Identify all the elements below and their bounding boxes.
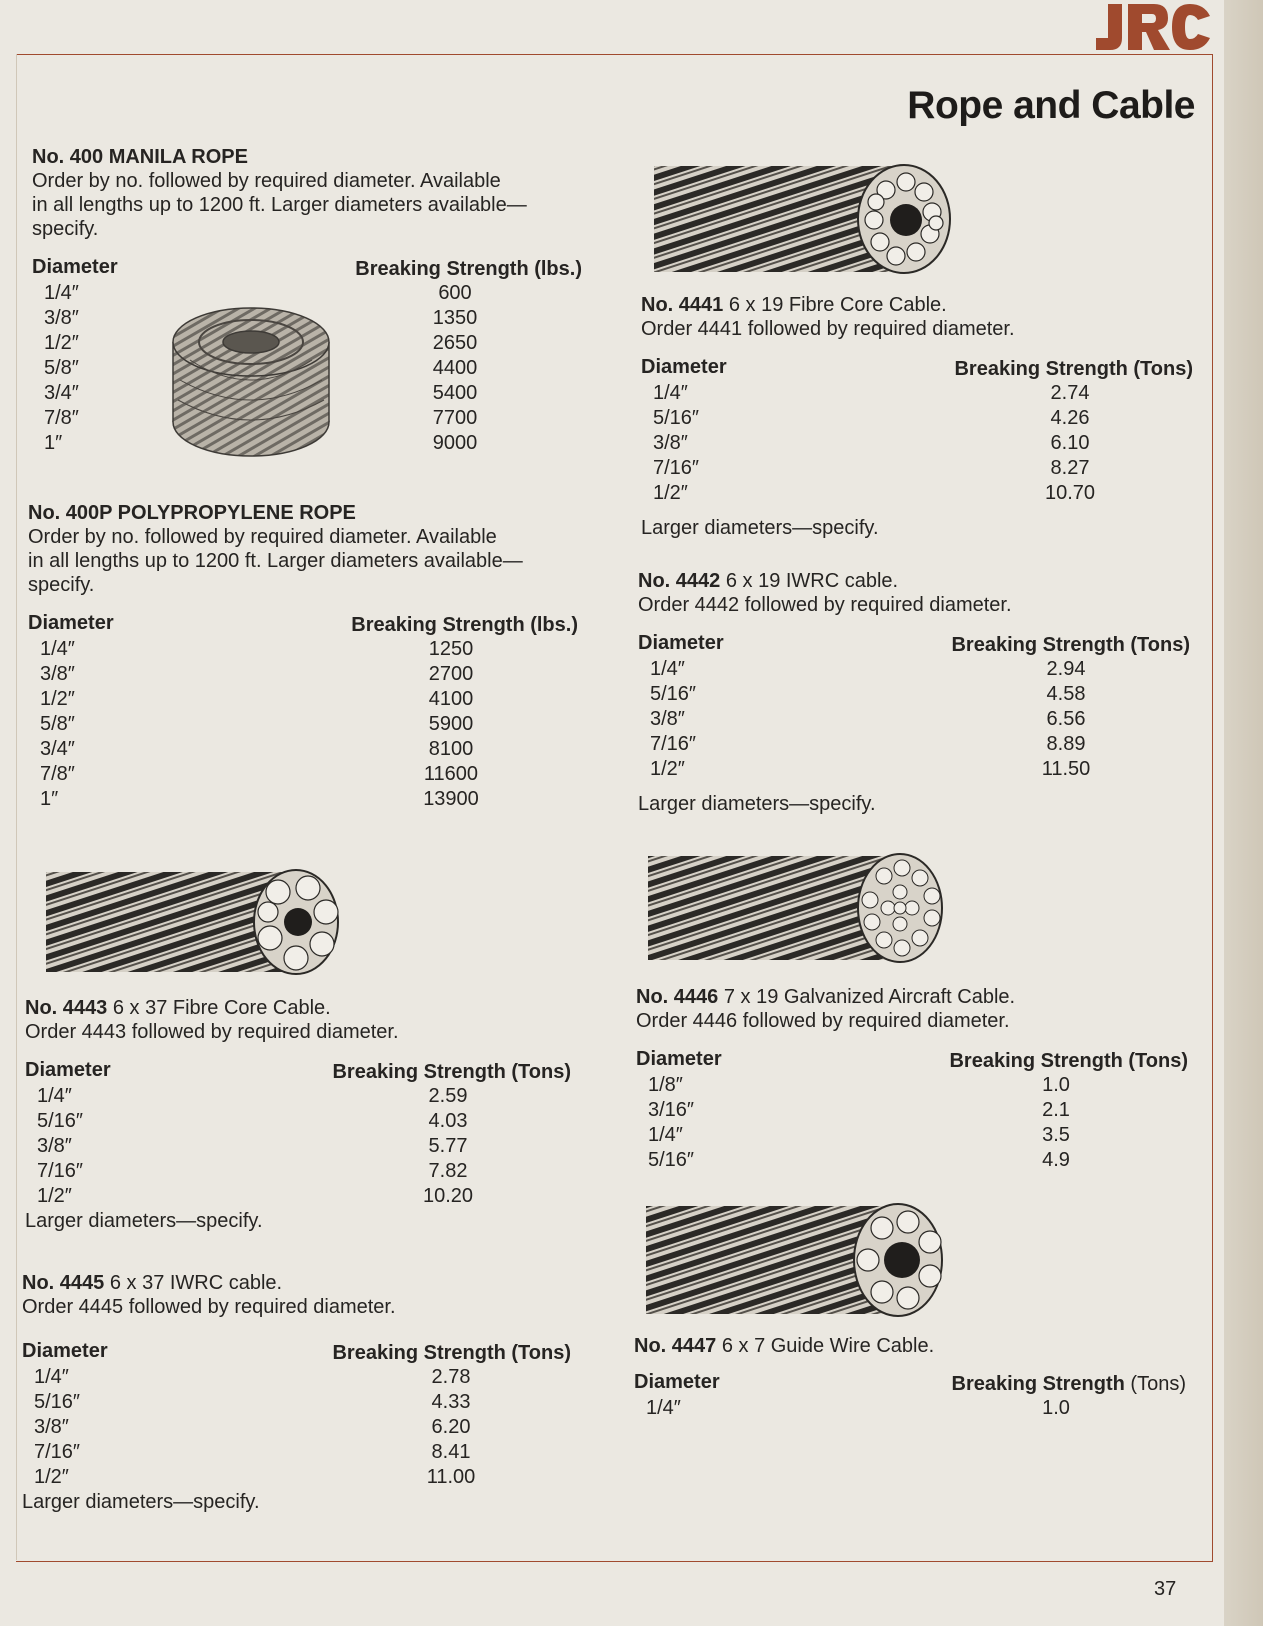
table-row xyxy=(638,657,1190,682)
table-row xyxy=(636,1098,1188,1123)
column-header-diameter: Diameter xyxy=(32,256,118,278)
section-4447-cable xyxy=(634,1334,1186,1421)
diameter-cell: 7/8″ xyxy=(44,407,79,429)
diameter-cell: 1/4″ xyxy=(40,638,75,660)
table-row xyxy=(32,406,582,431)
table-row xyxy=(32,431,582,456)
table-row xyxy=(22,1365,571,1390)
strength-cell: 4.33 xyxy=(431,1391,471,1413)
table-row xyxy=(22,1390,571,1415)
section-4442-cable xyxy=(638,569,1190,816)
table-row xyxy=(28,762,578,787)
larger-diameters-note: Larger diameters—specify. xyxy=(25,1210,263,1232)
table-row xyxy=(25,1159,571,1184)
table-row xyxy=(641,406,1193,431)
diameter-cell: 3/8″ xyxy=(44,307,79,329)
table-row xyxy=(641,481,1193,506)
diameter-cell: 7/8″ xyxy=(40,763,75,785)
product-title: 6 x 19 IWRC cable. xyxy=(725,570,899,592)
cable-4441-image xyxy=(654,160,954,278)
product-number: No. 4445 xyxy=(22,1272,105,1294)
strength-cell: 10.70 xyxy=(1044,482,1096,504)
strength-cell: 4400 xyxy=(432,357,478,379)
table-row xyxy=(28,737,578,762)
diameter-cell: 5/16″ xyxy=(37,1110,84,1132)
larger-diameters-note: Larger diameters—specify. xyxy=(22,1491,260,1513)
column-header-breaking-strength: Breaking Strength (Tons) xyxy=(949,1050,1188,1072)
table-row xyxy=(32,281,582,306)
column-header-diameter: Diameter xyxy=(641,356,727,378)
section-description-line-2: in all lengths up to 1200 ft. Larger diameters available— xyxy=(28,550,523,572)
product-number: No. 4447 xyxy=(634,1335,717,1357)
strength-cell: 1350 xyxy=(432,307,478,329)
table-row xyxy=(25,1134,571,1159)
table-row xyxy=(638,682,1190,707)
section-description-line-2: in all lengths up to 1200 ft. Larger diameters available— xyxy=(32,194,527,216)
table-row xyxy=(25,1109,571,1134)
diameter-cell: 1/2″ xyxy=(40,688,75,710)
section-description-line-1: Order by no. followed by required diameter. Available xyxy=(32,170,501,192)
diameter-cell: 1/4″ xyxy=(44,282,79,304)
strength-cell: 6.10 xyxy=(1050,432,1090,454)
diameter-cell: 1/4″ xyxy=(37,1085,72,1107)
section-4446-cable xyxy=(636,985,1188,1173)
diameter-cell: 3/4″ xyxy=(44,382,79,404)
order-instruction: Order 4442 followed by required diameter. xyxy=(638,594,1012,616)
page-frame-left xyxy=(16,54,17,1560)
strength-cell: 13900 xyxy=(423,788,479,810)
cable-4446-image xyxy=(648,852,946,964)
section-heading xyxy=(634,1334,1186,1358)
column-header-diameter: Diameter xyxy=(22,1340,108,1362)
table-row xyxy=(28,712,578,737)
strength-cell: 2.1 xyxy=(1042,1099,1070,1121)
table-row xyxy=(32,356,582,381)
table-row xyxy=(636,1073,1188,1098)
table-row xyxy=(25,1184,571,1209)
page-number: 37 xyxy=(1154,1578,1177,1600)
section-4445-cable xyxy=(22,1271,571,1514)
diameter-cell: 1/2″ xyxy=(37,1185,72,1207)
table-row xyxy=(636,1123,1188,1148)
diameter-cell: 3/16″ xyxy=(648,1099,695,1121)
section-description-line-3: specify. xyxy=(32,218,99,240)
table-row xyxy=(32,381,582,406)
strength-cell: 2.94 xyxy=(1046,658,1086,680)
strength-cell: 9000 xyxy=(432,432,478,454)
spec-table xyxy=(32,255,582,456)
table-row xyxy=(28,687,578,712)
diameter-cell: 3/8″ xyxy=(37,1135,72,1157)
table-row xyxy=(28,662,578,687)
table-row xyxy=(32,331,582,356)
column-header-breaking-strength: Breaking Strength (Tons) xyxy=(332,1061,571,1083)
table-row xyxy=(25,1084,571,1109)
order-instruction: Order 4443 followed by required diameter. xyxy=(25,1021,399,1043)
page-edge-shadow xyxy=(1224,0,1263,1626)
diameter-cell: 5/8″ xyxy=(44,357,79,379)
product-title: 7 x 19 Galvanized Aircraft Cable. xyxy=(723,986,1016,1008)
diameter-cell: 1/2″ xyxy=(650,758,685,780)
table-row xyxy=(641,431,1193,456)
strength-cell: 11600 xyxy=(423,763,479,785)
strength-cell: 600 xyxy=(438,282,472,304)
cable-4447-image xyxy=(646,1202,946,1318)
strength-cell: 2.74 xyxy=(1050,382,1090,404)
table-row xyxy=(28,637,578,662)
column-header-diameter: Diameter xyxy=(634,1371,720,1393)
section-400p-polypropylene-rope xyxy=(28,501,578,812)
diameter-cell: 3/8″ xyxy=(653,432,688,454)
diameter-cell: 5/16″ xyxy=(34,1391,81,1413)
strength-cell: 1250 xyxy=(428,638,474,660)
strength-cell: 2.78 xyxy=(431,1366,471,1388)
diameter-cell: 1/4″ xyxy=(648,1124,683,1146)
spec-table xyxy=(638,631,1190,782)
table-row xyxy=(32,306,582,331)
diameter-cell: 7/16″ xyxy=(653,457,700,479)
table-row xyxy=(634,1396,1186,1421)
diameter-cell: 5/16″ xyxy=(648,1149,695,1171)
section-heading: No. 400 MANILA ROPE xyxy=(32,146,248,168)
column-header-breaking-strength xyxy=(952,1372,1187,1396)
column-header-breaking-strength: Breaking Strength (Tons) xyxy=(332,1342,571,1364)
spec-table xyxy=(641,355,1193,506)
column-header-diameter: Diameter xyxy=(636,1048,722,1070)
section-heading xyxy=(25,996,571,1020)
table-row xyxy=(641,381,1193,406)
page-title: Rope and Cable xyxy=(907,84,1195,127)
product-title: 6 x 37 IWRC cable. xyxy=(109,1272,283,1294)
diameter-cell: 1/4″ xyxy=(653,382,688,404)
strength-cell: 2.59 xyxy=(428,1085,468,1107)
strength-cell: 1.0 xyxy=(1042,1397,1070,1419)
strength-cell: 4.58 xyxy=(1046,683,1086,705)
section-description-line-1: Order by no. followed by required diameter. Available xyxy=(28,526,497,548)
product-title: 6 x 7 Guide Wire Cable. xyxy=(721,1335,935,1357)
table-row xyxy=(641,456,1193,481)
spec-table xyxy=(28,611,578,812)
diameter-cell: 1″ xyxy=(40,788,59,810)
strength-cell: 4.9 xyxy=(1042,1149,1070,1171)
spec-table xyxy=(636,1047,1188,1173)
strength-cell: 7700 xyxy=(432,407,478,429)
diameter-cell: 3/8″ xyxy=(40,663,75,685)
table-row xyxy=(22,1415,571,1440)
section-description-line-3: specify. xyxy=(28,574,95,596)
diameter-cell: 1/2″ xyxy=(44,332,79,354)
section-4443-cable xyxy=(25,996,571,1233)
table-row xyxy=(22,1465,571,1490)
strength-cell: 11.50 xyxy=(1041,758,1091,780)
diameter-cell: 1″ xyxy=(44,432,63,454)
strength-cell: 5.77 xyxy=(428,1135,468,1157)
diameter-cell: 5/16″ xyxy=(650,683,697,705)
diameter-cell: 3/4″ xyxy=(40,738,75,760)
column-header-diameter: Diameter xyxy=(25,1059,111,1081)
product-number: No. 4443 xyxy=(25,997,108,1019)
strength-cell: 8100 xyxy=(428,738,474,760)
diameter-cell: 1/2″ xyxy=(34,1466,69,1488)
strength-cell: 4100 xyxy=(428,688,474,710)
spec-table xyxy=(634,1370,1186,1421)
strength-cell: 4.03 xyxy=(428,1110,468,1132)
strength-cell: 6.56 xyxy=(1046,708,1086,730)
section-heading: No. 400P POLYPROPYLENE ROPE xyxy=(28,502,356,524)
product-title: 6 x 37 Fibre Core Cable. xyxy=(112,997,331,1019)
diameter-cell: 3/8″ xyxy=(34,1416,69,1438)
diameter-cell: 1/2″ xyxy=(653,482,688,504)
order-instruction: Order 4441 followed by required diameter. xyxy=(641,318,1015,340)
strength-cell: 8.41 xyxy=(431,1441,471,1463)
column-header-breaking-strength: Breaking Strength (lbs.) xyxy=(355,258,582,280)
strength-cell: 3.5 xyxy=(1042,1124,1070,1146)
table-row xyxy=(22,1440,571,1465)
column-header-breaking-strength: Breaking Strength (lbs.) xyxy=(351,614,578,636)
cable-4443-image xyxy=(46,866,340,978)
strength-cell: 5900 xyxy=(428,713,474,735)
strength-cell: 11.00 xyxy=(426,1466,476,1488)
table-row xyxy=(28,787,578,812)
diameter-cell: 1/8″ xyxy=(648,1074,683,1096)
strength-cell: 8.89 xyxy=(1046,733,1086,755)
column-header-breaking-strength: Breaking Strength (Tons) xyxy=(951,634,1190,656)
section-heading xyxy=(636,985,1188,1009)
diameter-cell: 7/16″ xyxy=(650,733,697,755)
larger-diameters-note: Larger diameters—specify. xyxy=(638,793,876,815)
table-row xyxy=(638,707,1190,732)
diameter-cell: 1/4″ xyxy=(650,658,685,680)
spec-table xyxy=(22,1339,571,1490)
diameter-cell: 3/8″ xyxy=(650,708,685,730)
jrc-logo xyxy=(1092,2,1214,54)
strength-cell: 2700 xyxy=(428,663,474,685)
strength-cell: 2650 xyxy=(432,332,478,354)
column-header-breaking-strength: Breaking Strength (Tons) xyxy=(954,358,1193,380)
strength-cell: 8.27 xyxy=(1050,457,1090,479)
strength-cell: 7.82 xyxy=(428,1160,468,1182)
strength-cell: 6.20 xyxy=(431,1416,471,1438)
larger-diameters-note: Larger diameters—specify. xyxy=(641,517,879,539)
order-instruction: Order 4446 followed by required diameter. xyxy=(636,1010,1010,1032)
section-4441-cable xyxy=(641,293,1193,540)
spec-table xyxy=(25,1058,571,1209)
strength-cell: 10.20 xyxy=(422,1185,474,1207)
product-number: No. 4442 xyxy=(638,570,721,592)
table-row xyxy=(638,732,1190,757)
diameter-cell: 7/16″ xyxy=(34,1441,81,1463)
section-heading xyxy=(638,569,1190,593)
column-header-breaking-strength-label: Breaking Strength xyxy=(951,1373,1125,1395)
strength-cell: 1.0 xyxy=(1042,1074,1070,1096)
diameter-cell: 1/4″ xyxy=(34,1366,69,1388)
order-instruction: Order 4445 followed by required diameter. xyxy=(22,1296,396,1318)
strength-cell: 4.26 xyxy=(1050,407,1090,429)
column-header-diameter: Diameter xyxy=(28,612,114,634)
table-row xyxy=(638,757,1190,782)
product-number: No. 4446 xyxy=(636,986,719,1008)
product-title: 6 x 19 Fibre Core Cable. xyxy=(728,294,947,316)
table-row xyxy=(636,1148,1188,1173)
column-header-diameter: Diameter xyxy=(638,632,724,654)
diameter-cell: 1/4″ xyxy=(646,1397,681,1419)
strength-cell: 5400 xyxy=(432,382,478,404)
product-number: No. 4441 xyxy=(641,294,724,316)
section-heading xyxy=(641,293,1193,317)
diameter-cell: 7/16″ xyxy=(37,1160,84,1182)
column-header-unit: (Tons) xyxy=(1130,1373,1186,1395)
section-heading xyxy=(22,1271,571,1295)
section-400-manila-rope xyxy=(32,145,582,456)
diameter-cell: 5/8″ xyxy=(40,713,75,735)
diameter-cell: 5/16″ xyxy=(653,407,700,429)
